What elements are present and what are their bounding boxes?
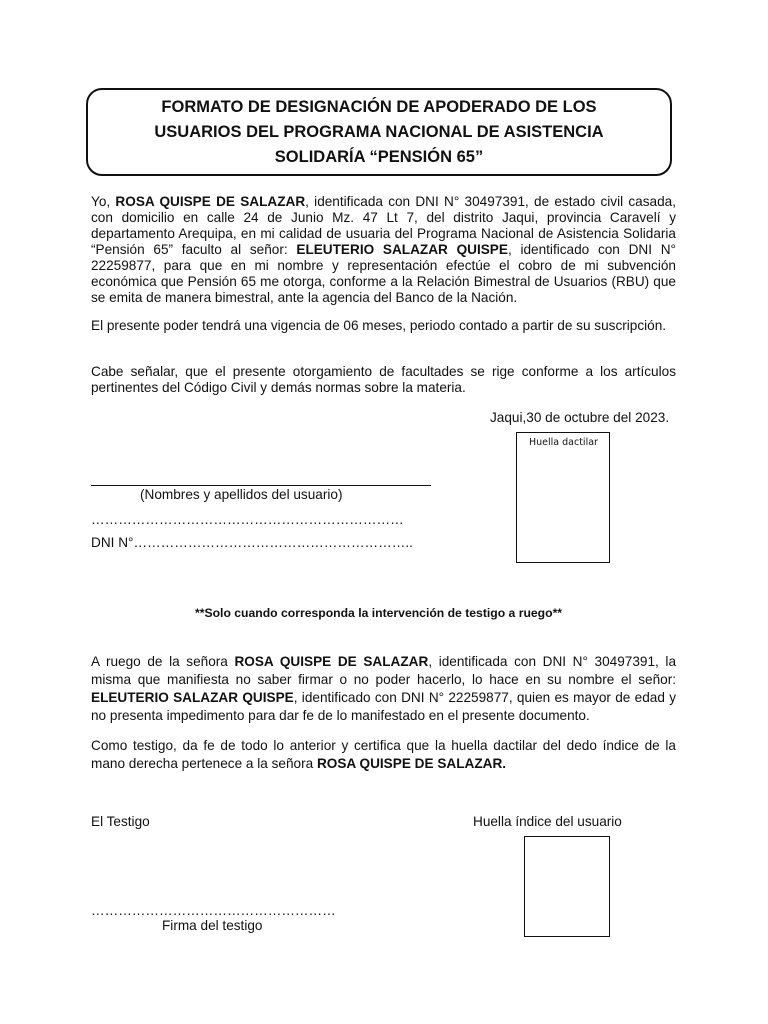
text: A ruego de la señora bbox=[91, 654, 235, 669]
declaration-paragraph bbox=[91, 194, 676, 306]
text: , identificada con DNI N° 30497391, de estado civil casada, con domicilio en calle 24 de Junio Mz. 47 Lt 7, del distrito Jaqui, provincia Caravelí y departamento Arequipa, en mi calidad de usuaria del Programa Nacional de Asistencia Solidaria “Pensión 65” faculto al señor: bbox=[91, 194, 676, 257]
text: , identificado con DNI N° 22259877, para que en mi nombre y representación efectúe el cobro de mi subvención económica que Pensión 65 me otorga, conforme a la Relación Bimestral de Usuarios (RBU) que se emita de manera bimestral, ante la agencia del Banco de la Nación. bbox=[91, 242, 676, 305]
witness-name: ELEUTERIO SALAZAR QUISPE bbox=[91, 690, 294, 705]
text: Como testigo, da fe de todo lo anterior y certifica que la huella dactilar del dedo índice de la mano derecha pertenece a la señora bbox=[91, 738, 676, 771]
index-print-label: Huella índice del usuario bbox=[473, 814, 622, 829]
title-line-3: SOLIDARÍA “PENSIÓN 65” bbox=[274, 147, 484, 166]
validity-paragraph: El presente poder tendrá una vigencia de 06 meses, periodo contado a partir de su suscripción. bbox=[91, 318, 667, 333]
date-line: Jaqui,30 de octubre del 2023. bbox=[490, 410, 670, 425]
signature-line bbox=[91, 485, 431, 486]
witness-label: El Testigo bbox=[91, 814, 150, 829]
text: , identificado con DNI N° 22259877, quien es mayor de edad y no presenta impedimento para dar fe de lo manifestado en el presente documento. bbox=[91, 690, 676, 723]
witness-signature-label: Firma del testigo bbox=[162, 918, 263, 933]
text: , identificada con DNI N° 30497391, la misma que manifiesta no saber firmar o no poder hacerlo, lo hace en su nombre el señor: bbox=[91, 654, 677, 687]
attorney-name: ELEUTERIO SALAZAR QUISPE bbox=[296, 242, 508, 257]
title-line-1: FORMATO DE DESIGNACIÓN DE APODERADO DE LOS bbox=[161, 97, 597, 116]
dotted-line: …………………………………………………………… bbox=[91, 512, 404, 527]
user-name: ROSA QUISPE DE SALAZAR bbox=[234, 654, 429, 669]
certification-paragraph bbox=[91, 737, 676, 773]
witness-note: **Solo cuando corresponda la intervención de testigo a ruego** bbox=[195, 606, 563, 620]
witness-paragraph bbox=[91, 653, 676, 725]
grantor-name: ROSA QUISPE DE SALAZAR bbox=[115, 194, 306, 209]
title-box bbox=[86, 88, 672, 176]
legal-paragraph: Cabe señalar, que el presente otorgamiento de facultades se rige conforme a los artículos pertinentes del Código Civil y demás normas sobre la materia. bbox=[91, 364, 676, 395]
dni-line: DNI N°…………………………………………………….. bbox=[91, 535, 413, 550]
user-name: ROSA QUISPE DE SALAZAR. bbox=[316, 756, 507, 771]
names-label: (Nombres y apellidos del usuario) bbox=[140, 487, 343, 502]
title-line-2: USUARIOS DEL PROGRAMA NACIONAL DE ASISTENCIA bbox=[154, 122, 604, 141]
text: Yo, bbox=[91, 194, 116, 209]
index-print-box bbox=[524, 836, 610, 937]
witness-dotted-line: ……………………………………………… bbox=[91, 903, 336, 918]
fingerprint-box-label: Huella dactilar bbox=[529, 437, 598, 448]
fingerprint-box bbox=[516, 432, 610, 563]
